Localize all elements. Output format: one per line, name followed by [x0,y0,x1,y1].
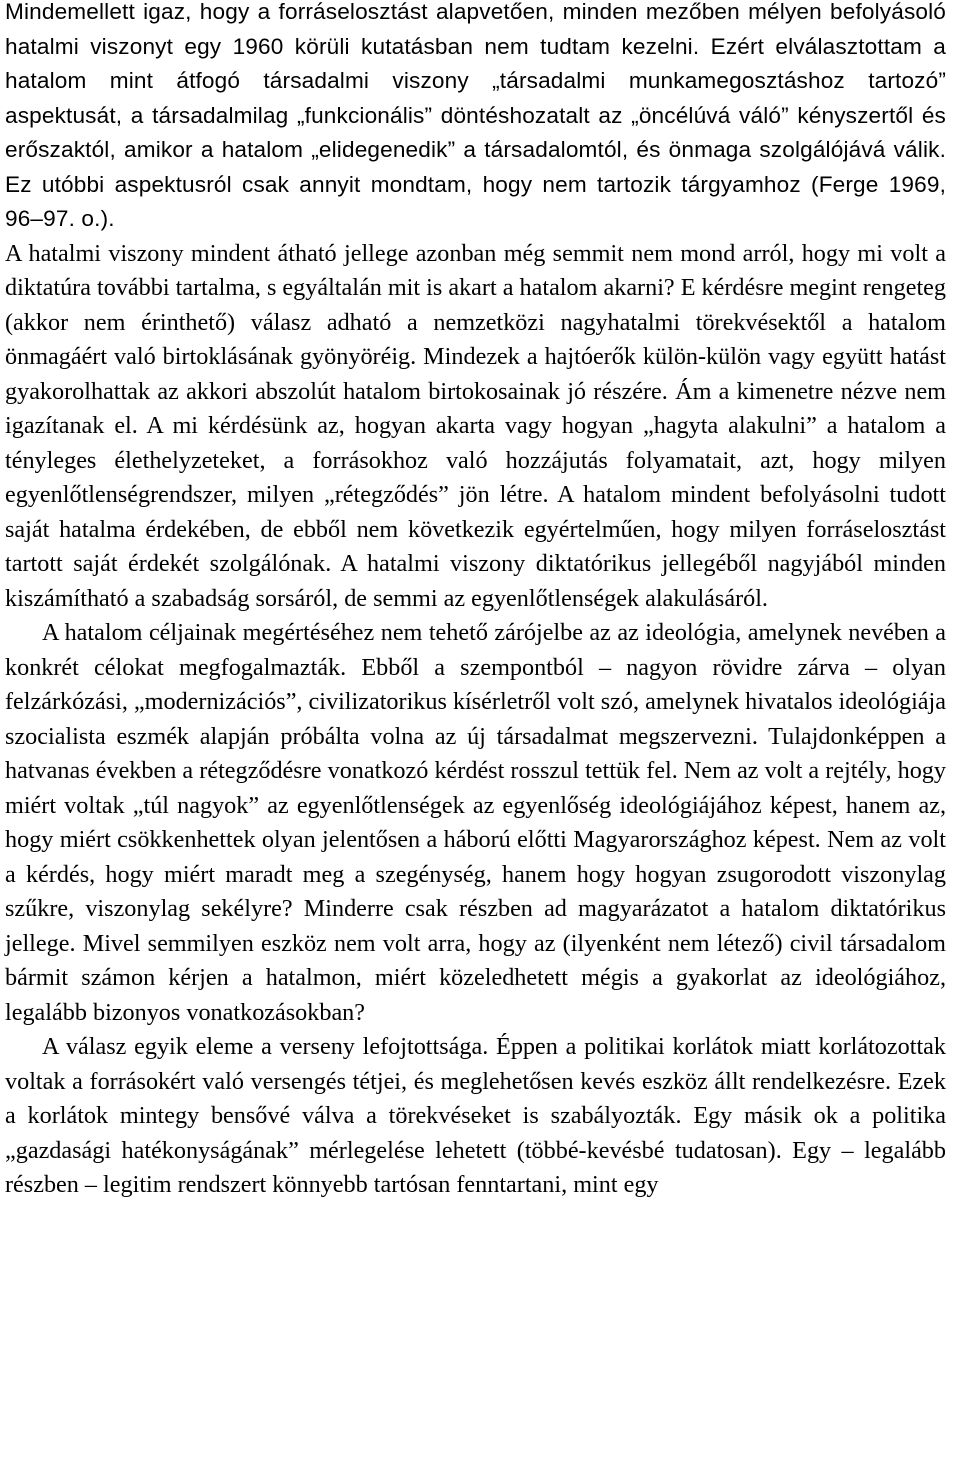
paragraph-1 [5,0,946,237]
paragraph-2 [5,237,946,617]
paragraph-4: A válasz egyik eleme a verseny lefojtottsága. Éppen a politikai korlátok miatt korlátozottak voltak a forrásokért való versengés tétjei, és meglehetősen kevés eszköz állt rendelkezésre. Ezek a korlátok mintegy bensővé válva a törekvéseket is szabályozták. Egy másik ok a politika „gazdasági hatékonyságának” mérlegelése lehetett (többé-kevésbé tudatosan). Egy – legalább részben – legitim rendszert könnyebb tartósan fenntartani, mint egy [5,1033,946,1198]
paragraph-3: A hatalom céljainak megértéséhez nem tehető zárójelbe az az ideológia, amelynek nevében a konkrét célokat megfogalmazták. Ebből a szempontból – nagyon rövidre zárva – olyan felzárkózási, „modernizációs”, civilizatorikus kísérletről volt szó, amelynek hivatalos ideológiája szocialista eszmék alapján próbálta volna az új társadalmat megszervezni. Tulajdonképpen a hatvanas években a rétegződésre vonatkozó kérdést rosszul tettük fel. Nem az volt a rejtély, hogy miért voltak „túl nagyok” az egyenlőtlenségek az egyenlőség ideológiájához képest, hanem az, hogy miért csökkenhettek olyan jelentősen a háború előtti Magyarországhoz képest. Nem az volt a kérdés, hogy miért maradt meg a szegénység, hanem hogy hogyan zsugorodott viszonylag szűkre, viszonylag sekélyre? Minderre csak részben ad magyarázatot a hatalom diktatórikus jellege. Mivel semmilyen eszköz nem volt arra, hogy az (ilyenként nem létező) civil társadalom bármit számon kérjen a hatalmon, miért közeledhetett mégis a gyakorlat az ideológiához, legalább bizonyos vonatkozásokban? [5,619,946,1026]
paragraph-2-text: A hatalmi viszony mindent átható jellege azonban még semmit nem mond arról, hogy mi volt a diktatúra további tartalma, s egyáltalán mit is akart a hatalom akarni? E kérdésre megint rengeteg (akkor nem érinthető) válasz adható a nemzetközi nagyhatalmi törekvésektől a hatalom önmagáért való birtoklásának gyönyöréig. Mindezek a hajtóerők külön-külön vagy együtt hatást gyakorolhattak az akkori abszolút hatalom birtokosainak jó részére. Ám a kimenetre nézve nem igazítanak el. A mi kérdésünk az, hogyan akarta vagy hogyan „hagyta alakulni” a hatalom a tényleges élethelyzeteket, a forrásokhoz való hozzájutás folyamatait, azt, hogy milyen egyenlőtlenségrendszer, milyen „rétegződés” jön létre. A hatalom mindent befolyásolni tudott saját hatalma érdekében, de ebből nem következik egyértelműen, hogy milyen forráselosztást tartott saját érdekét szolgálónak. A hatalmi viszony diktatórikus jellegéből nagyjából minden kiszámítható a szabadság sorsáról, de semmi az egyenlőtlenségek alakulásáról. [5,239,946,612]
paragraph-1-text: Mindemellett igaz, hogy a forráselosztást alapvetően, minden mezőben mélyen befolyásoló hatalmi viszonyt egy 1960 körüli kutatásban nem tudtam kezelni. Ezért elválasztottam a hatalom mint átfogó társadalmi viszony „társadalmi munkamegosztáshoz tartozó” aspektusát, a társadalmilag „funkcionális” döntéshozatalt az „öncélúvá váló” kényszertől és erőszaktól, amikor a hatalom „elidegenedik” a társadalomtól, és önmaga szolgálójává válik. Ez utóbbi aspektusról csak annyit mondtam, hogy nem tartozik tárgyamhoz (Ferge 1969, 96–97. o.). [5,0,946,231]
